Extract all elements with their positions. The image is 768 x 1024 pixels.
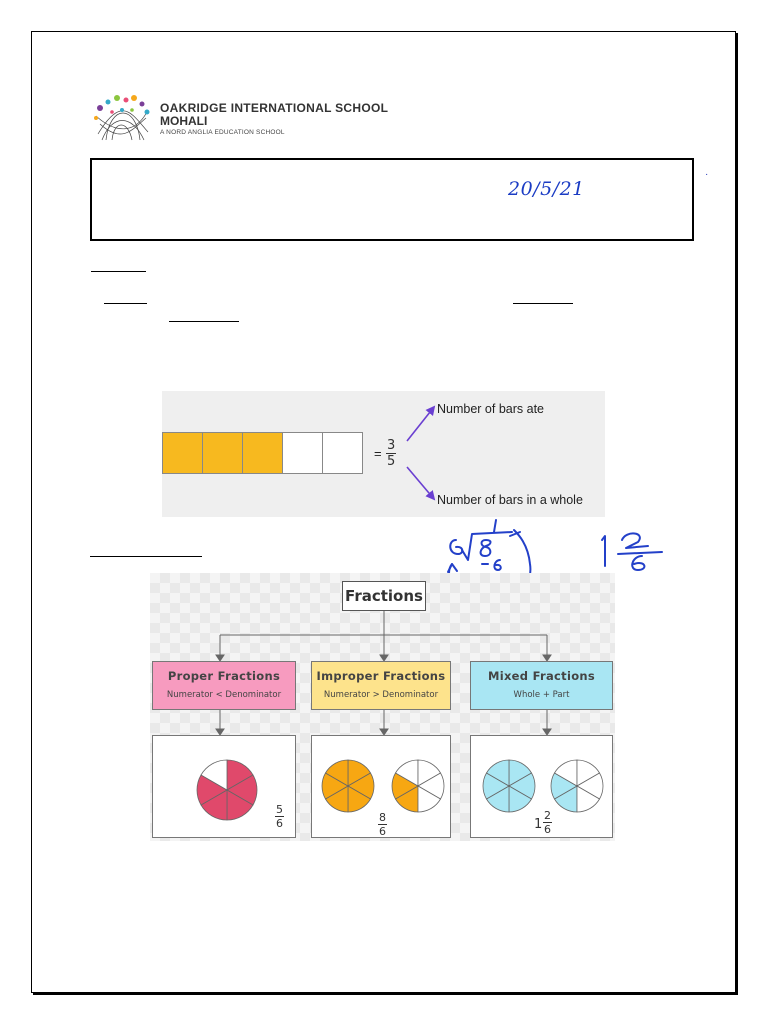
proper-denominator: 6: [276, 817, 283, 830]
bar-fraction-denominator: 5: [387, 454, 396, 469]
text-underline-1: [104, 303, 147, 304]
school-city: MOHALI: [160, 114, 208, 128]
header-box: [90, 158, 694, 241]
section-underline: [90, 556, 202, 557]
category-proper-title: Proper Fractions: [167, 669, 281, 683]
category-mixed: [470, 661, 613, 710]
category-proper: [152, 661, 296, 710]
category-mixed-title: Mixed Fractions: [487, 669, 596, 683]
bar-fraction-diagram: [162, 391, 605, 517]
mixed-fraction-label: [543, 810, 552, 835]
fractions-classification-diagram: [150, 573, 615, 841]
fractions-title: Fractions: [342, 581, 426, 611]
improper-pie-partial: [390, 758, 446, 814]
category-improper-title: Improper Fractions: [316, 669, 446, 683]
category-proper-subtitle: Numerator < Denominator: [166, 690, 282, 700]
school-name: OAKRIDGE INTERNATIONAL SCHOOL: [160, 101, 389, 115]
mixed-numerator: 2: [544, 809, 551, 822]
category-mixed-subtitle: Whole + Part: [513, 690, 570, 700]
handwritten-date: 20/5/21: [508, 178, 585, 200]
bar-fraction-numerator: 3: [387, 438, 396, 453]
label-bars-whole: Number of bars in a whole: [437, 493, 583, 507]
improper-pie-full: [320, 758, 376, 814]
mixed-whole-number: 1: [534, 817, 543, 832]
proper-pie: [195, 758, 259, 822]
heading-underline: [91, 271, 146, 272]
text-underline-3: [169, 321, 239, 322]
improper-fraction-label: [378, 812, 387, 837]
text-underline-2: [513, 303, 573, 304]
category-improper-subtitle: Numerator > Denominator: [323, 690, 439, 700]
arrow-down: [407, 467, 434, 499]
category-improper: [311, 661, 451, 710]
equals-sign: =: [374, 446, 382, 461]
improper-fraction-picture: [311, 735, 451, 838]
label-bars-ate: Number of bars ate: [437, 402, 544, 416]
school-tagline: A NORD ANGLIA EDUCATION SCHOOL: [160, 129, 285, 136]
improper-numerator: 8: [379, 811, 386, 824]
mixed-denominator: 6: [544, 823, 551, 836]
mixed-pie-full: [481, 758, 537, 814]
mixed-pie-partial: [549, 758, 605, 814]
proper-numerator: 5: [276, 803, 283, 816]
proper-fraction-label: [275, 804, 284, 829]
school-logo: [92, 94, 152, 144]
arrow-up: [407, 407, 434, 441]
improper-denominator: 6: [379, 825, 386, 838]
handwritten-mixed-number: [596, 526, 676, 576]
school-header: [160, 102, 388, 137]
pen-dot: ·: [705, 169, 709, 180]
proper-fraction-picture: [152, 735, 296, 838]
mixed-fraction-picture: [470, 735, 613, 838]
